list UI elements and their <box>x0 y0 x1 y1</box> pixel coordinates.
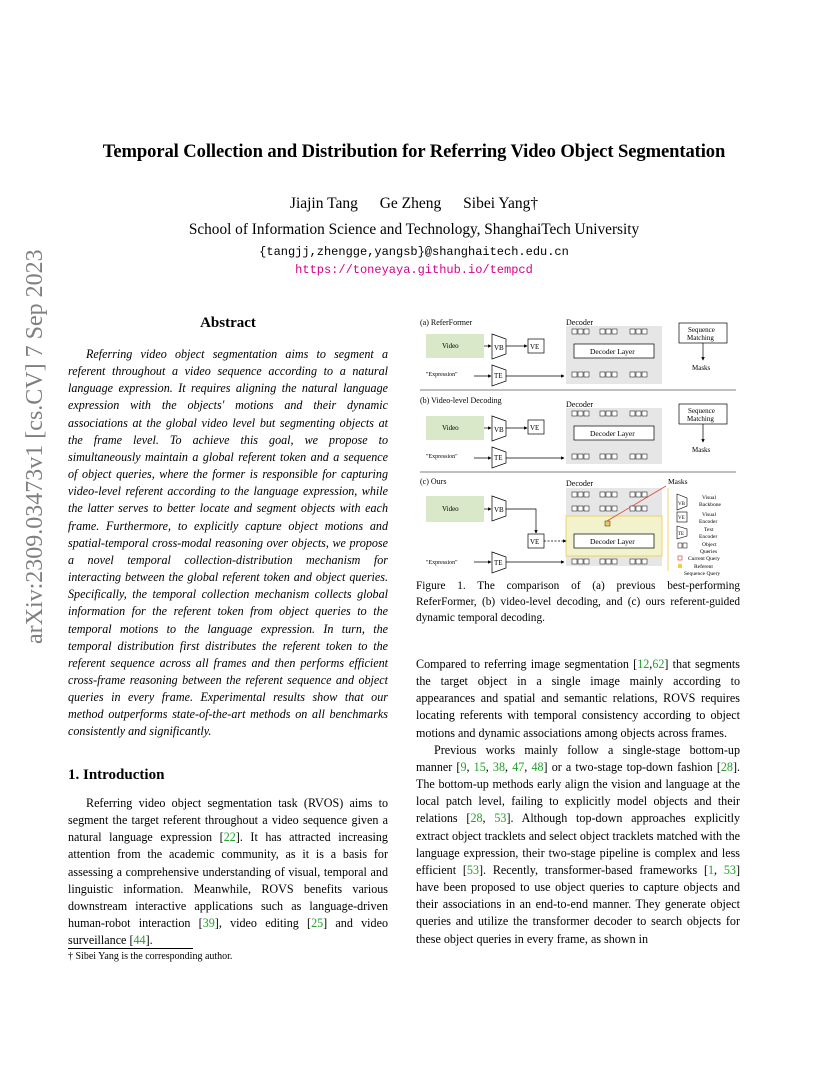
object-query-token <box>572 454 577 459</box>
object-query-token <box>572 506 577 511</box>
citation-link[interactable]: 9 <box>460 759 467 774</box>
object-query-token <box>606 506 611 511</box>
object-query-token <box>636 506 641 511</box>
legend-oq-label: Queries <box>700 549 718 555</box>
legend-ve-label: Encoder <box>699 519 718 525</box>
decoder-label: Decoder <box>566 318 594 327</box>
sequence-matching-label: Sequence <box>688 326 715 334</box>
citation-link[interactable]: 53 <box>466 862 479 877</box>
decoder-layer-label: Decoder Layer <box>590 537 635 546</box>
object-query-token <box>636 559 641 564</box>
video-label: Video <box>442 505 459 513</box>
object-query-token <box>642 454 647 459</box>
object-query-token <box>612 559 617 564</box>
object-query-token <box>612 492 617 497</box>
referent-token <box>605 521 610 526</box>
decoder-layer-label: Decoder Layer <box>590 347 635 356</box>
legend-te-label: Encoder <box>699 534 718 540</box>
object-query-token <box>606 454 611 459</box>
object-query-token <box>578 329 583 334</box>
object-query-token <box>572 559 577 564</box>
citation-link[interactable]: 38 <box>492 759 506 774</box>
paragraph: Previous works mainly follow a single-stage bottom-up manner [9, 15, 38, 47, 48] or a two-stage top-down fashion [28]. The bottom-up methods early align the vision and language at the local patch level, failing to explicitly model objects and their relations [28, 53]. Although top-down approaches explicitly extract object tracklets and select object tracklets matched with the language expression, their two-stage pipeline is complex and less efficient [53]. Recently, transformer-based frameworks [1, 53] have been proposed to use object queries to capture objects and their associations in an end-to-end manner. They generate object queries and utilize the transformer decoder to search objects for these object queries in every frame, as shown in <box>416 742 741 946</box>
vb-label: VB <box>494 506 504 514</box>
masks-label: Masks <box>668 477 688 486</box>
object-query-token <box>578 372 583 377</box>
legend-oq-icon <box>683 543 687 548</box>
abstract-heading: Abstract <box>200 315 256 331</box>
citation-link[interactable]: 47 <box>512 759 525 774</box>
object-query-token <box>600 372 605 377</box>
te-label: TE <box>494 559 503 567</box>
abstract-text: Referring video object segmentation aims to segment a referent throughout a video sequence according to a natural language expression. It requires aligning the natural language expression with the objects' motions and their dynamic associations at the global video level but segmenting objects at the frame level. To achieve this goal, we propose to simultaneously maintain a global referent token and a sequence of object queries, where the former is responsible for capturing video-level referent according to the language expression, while the latter serves to better locate and segment objects with each frame. Furthermore, to explicitly capture object motions and spatial-temporal cross-modal reasoning over objects, we propose a novel temporal collection-distribution mechanism for interacting between the global referent token and object queries. Specifically, the temporal collection mechanism collects global information for the referent token from object queries to the temporal motions to the language expression. In turn, the temporal distribution first distributes the referent token to the referent sequence across all frames and then performs efficient cross-frame reasoning between the referent sequence and object queries in every frame. Experimental results show that our method outperforms state-of-the-art methods on all benchmarks consistently and significantly. <box>68 347 388 739</box>
object-query-token <box>642 559 647 564</box>
legend-referent-label: Referent <box>694 564 713 570</box>
object-query-token <box>630 372 635 377</box>
te-label: TE <box>494 454 503 462</box>
legend-current-query-icon <box>678 556 682 560</box>
object-query-token <box>600 492 605 497</box>
affiliation: School of Information Science and Technology, ShanghaiTech University <box>188 221 640 238</box>
column-two-text <box>416 656 740 948</box>
legend-oq-label: Object <box>702 542 717 548</box>
citation-link[interactable]: 53 <box>723 862 736 877</box>
legend-oq-icon <box>678 543 682 548</box>
legend-vb-label: Backbone <box>699 502 721 508</box>
ve-label: VE <box>530 538 540 546</box>
object-query-token <box>600 506 605 511</box>
masks-label: Masks <box>692 364 711 372</box>
figure-diagram <box>416 316 740 578</box>
object-query-token <box>630 492 635 497</box>
author-list <box>0 195 828 213</box>
citation-link[interactable]: 53 <box>494 811 507 826</box>
citation-link[interactable]: 22 <box>223 830 236 845</box>
decoder-label: Decoder <box>566 479 594 488</box>
paper-title: Temporal Collection and Distribution for Referring Video Object Segmentation <box>102 141 726 162</box>
citation-link[interactable]: 44 <box>133 933 146 948</box>
panel-b-label: (b) Video-level Decoding <box>420 396 502 405</box>
object-query-token <box>630 559 635 564</box>
object-query-token <box>584 506 589 511</box>
sequence-matching-label: Sequence <box>688 407 715 415</box>
arxiv-stamp: arXiv:2309.03473v1 [cs.CV] 7 Sep 2023 <box>22 249 48 644</box>
legend-current-query-label: Current Query <box>688 556 720 562</box>
email: {tangjj,zhengge,yangsb}@shanghaitech.edu.cn <box>259 245 569 259</box>
citation-link[interactable]: 15 <box>473 759 486 774</box>
ve-label: VE <box>530 424 540 432</box>
expression-label: "Expression" <box>426 560 458 566</box>
object-query-token <box>612 454 617 459</box>
object-query-token <box>606 492 611 497</box>
introduction-paragraph: Referring video object segmentation task (RVOS) aims to segment the target referent throughout a video sequence given a natural language expression [22]. It has attracted increasing attention from the academic community, as it is a basis for assessing a comprehensive understanding of visual, temporal and linguistic information. Meanwhile, ROVS benefits various downstream interactive applications such as language-driven human-robot interaction [39], video editing [25] and video surveillance [44]. <box>68 796 388 948</box>
sequence-matching-label: Matching <box>687 334 714 342</box>
citation-link[interactable]: 62 <box>652 657 665 671</box>
object-query-token <box>642 372 647 377</box>
object-query-token <box>600 329 605 334</box>
object-query-token <box>612 411 617 416</box>
citation-link[interactable]: 39 <box>202 916 215 931</box>
object-query-token <box>636 329 641 334</box>
object-query-token <box>636 411 641 416</box>
masks-label: Masks <box>692 446 711 454</box>
object-query-token <box>584 559 589 564</box>
project-url[interactable]: https://toneyaya.github.io/tempcd <box>295 263 533 277</box>
object-query-token <box>612 372 617 377</box>
object-query-token <box>584 329 589 334</box>
citation-link[interactable]: 28 <box>720 759 733 774</box>
figure-caption: Figure 1. The comparison of (a) previous best-performing ReferFormer, (b) video-level decoding, and (c) ours referent-guided dynamic temporal decoding. <box>416 580 740 624</box>
object-query-token <box>636 492 641 497</box>
vb-label: VB <box>494 426 504 434</box>
object-query-token <box>636 372 641 377</box>
object-query-token <box>606 411 611 416</box>
panel-a-label: (a) ReferFormer <box>420 318 473 327</box>
object-query-token <box>630 411 635 416</box>
legend-te-mark: TE <box>678 532 685 537</box>
vb-label: VB <box>494 344 504 352</box>
legend-vb-mark: VB <box>678 502 685 507</box>
legend-ve-label: Visual <box>702 512 717 518</box>
author-name: Ge Zheng <box>379 195 442 212</box>
legend-referent-icon <box>678 564 682 568</box>
paragraph: Compared to referring image segmentation [12,62] that segments the target object in a single image mainly according to appearances and spatial and semantic relations, ROVS requires locating referents with temporal consistency according to object motions and dynamic associations among objects across frames. <box>416 657 740 740</box>
ve-label: VE <box>530 343 540 351</box>
figure-1 <box>416 316 740 578</box>
legend-ve-mark: VE <box>678 516 685 521</box>
author-name: Sibei Yang† <box>463 195 539 212</box>
footnote: † Sibei Yang is the corresponding author. <box>68 951 233 962</box>
legend-referent-label: Sequence Query <box>684 571 721 577</box>
object-query-token <box>606 372 611 377</box>
citation-link[interactable]: 25 <box>311 916 324 931</box>
legend-vb-label: Visual <box>702 495 717 501</box>
object-query-token <box>572 329 577 334</box>
citation-link[interactable]: 48 <box>531 759 544 774</box>
object-query-token <box>600 411 605 416</box>
decoder-label: Decoder <box>566 400 594 409</box>
expression-label: "Expression" <box>426 372 458 378</box>
te-label: TE <box>494 372 503 380</box>
panel-c-label: (c) Ours <box>420 477 447 486</box>
object-query-token <box>606 329 611 334</box>
footnote-rule <box>68 948 193 949</box>
object-query-token <box>584 411 589 416</box>
object-query-token <box>606 559 611 564</box>
object-query-token <box>578 559 583 564</box>
object-query-token <box>600 559 605 564</box>
object-query-token <box>572 372 577 377</box>
object-query-token <box>642 329 647 334</box>
object-query-token <box>642 492 647 497</box>
object-query-token <box>612 329 617 334</box>
object-query-token <box>642 506 647 511</box>
legend-te-label: Text <box>704 527 714 533</box>
citation-link[interactable]: 28 <box>470 811 483 826</box>
object-query-token <box>578 506 583 511</box>
object-query-token <box>572 411 577 416</box>
citation-link[interactable]: 12 <box>637 657 650 671</box>
object-query-token <box>572 492 577 497</box>
introduction-heading: 1. Introduction <box>68 767 165 783</box>
object-query-token <box>630 454 635 459</box>
arrow <box>506 509 536 533</box>
citation-link[interactable]: 1 <box>708 862 715 877</box>
object-query-token <box>578 492 583 497</box>
object-query-token <box>642 411 647 416</box>
object-query-token <box>612 506 617 511</box>
object-query-token <box>584 492 589 497</box>
object-query-token <box>578 454 583 459</box>
object-query-token <box>578 411 583 416</box>
object-query-token <box>584 372 589 377</box>
author-name: Jiajin Tang <box>289 195 358 212</box>
object-query-token <box>636 454 641 459</box>
sequence-matching-label: Matching <box>687 415 714 423</box>
object-query-token <box>600 454 605 459</box>
object-query-token <box>630 329 635 334</box>
object-query-token <box>584 454 589 459</box>
video-label: Video <box>442 424 459 432</box>
object-query-token <box>630 506 635 511</box>
decoder-layer-label: Decoder Layer <box>590 429 635 438</box>
expression-label: "Expression" <box>426 454 458 460</box>
video-label: Video <box>442 342 459 350</box>
